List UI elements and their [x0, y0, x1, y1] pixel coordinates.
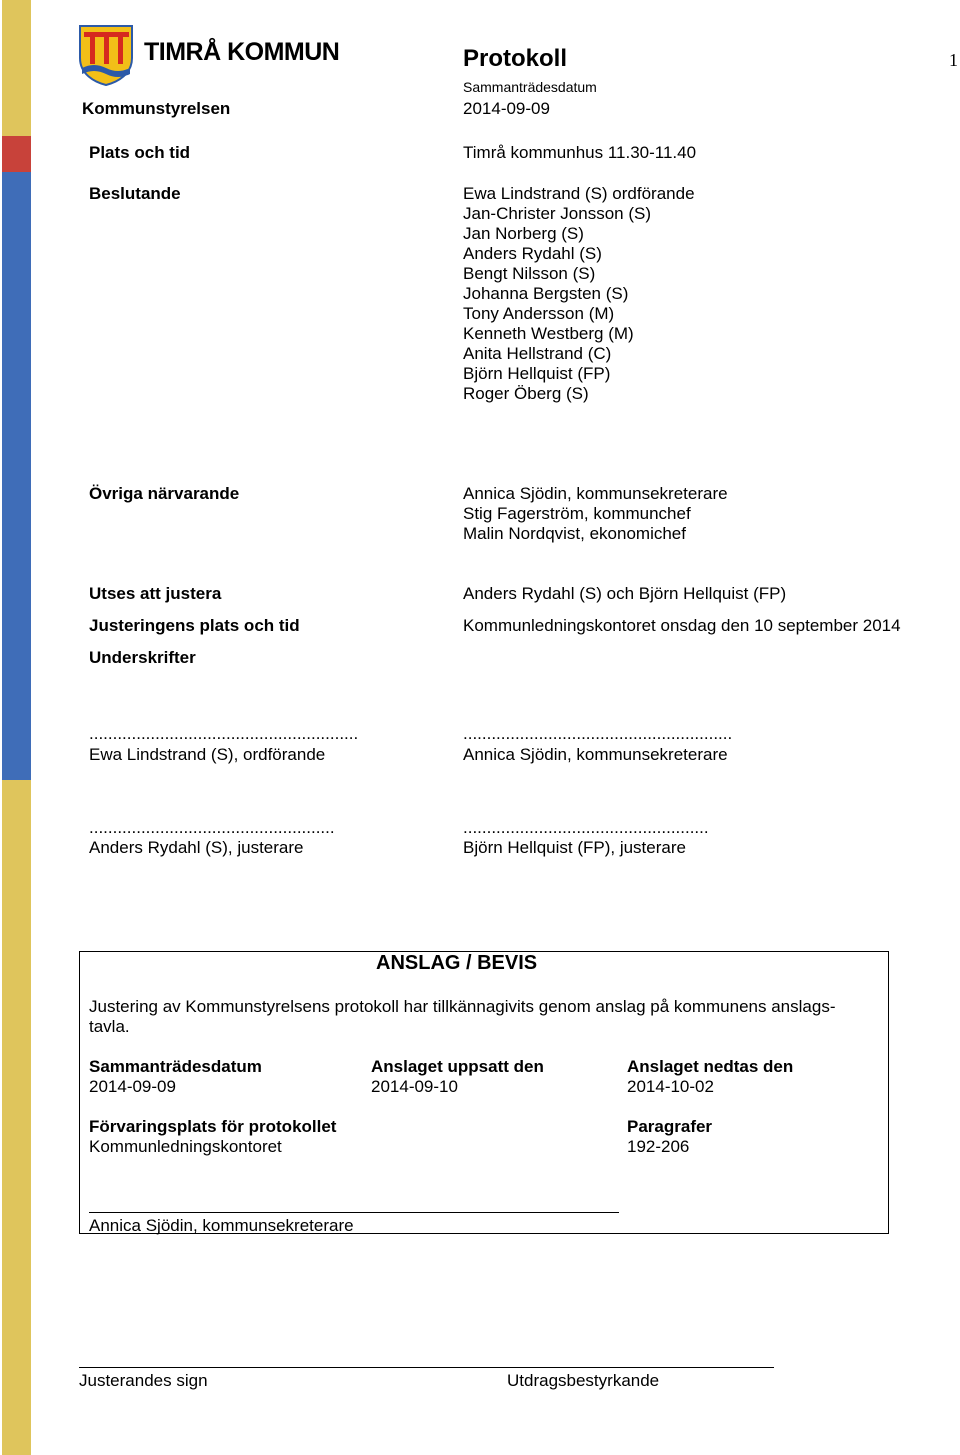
list-item: Anders Rydahl (S): [463, 244, 602, 263]
notice-box: [79, 951, 889, 1234]
adjust-place-value: Kommunledningskontoret onsdag den 10 september 2014: [463, 616, 901, 635]
page-number: 1: [949, 50, 958, 70]
notice-removed-label: Anslaget nedtas den: [627, 1057, 794, 1076]
notice-meeting-date-label: Sammanträdesdatum: [89, 1057, 262, 1076]
committee-name: Kommunstyrelsen: [82, 99, 231, 118]
stripe-red: [2, 136, 31, 172]
deciding-members-list: [463, 184, 695, 404]
notice-posted-label: Anslaget uppsatt den: [371, 1057, 544, 1076]
notice-paragraphs: 192-206: [627, 1137, 690, 1156]
notice-storage: Kommunledningskontoret: [89, 1137, 282, 1156]
notice-text-line-2: tavla.: [89, 1017, 130, 1036]
adjust-label: Utses att justera: [89, 584, 222, 603]
notice-storage-label: Förvaringsplats för protokollet: [89, 1117, 337, 1136]
footer-sign-right: Utdragsbestyrkande: [507, 1371, 660, 1390]
list-item: Bengt Nilsson (S): [463, 264, 596, 283]
date-label: Sammanträdesdatum: [463, 79, 597, 95]
deciding-label: Beslutande: [89, 184, 181, 203]
notice-signature-line: [89, 1212, 619, 1213]
signature-line: .........................................................: [89, 724, 359, 743]
municipality-logo: [78, 24, 338, 86]
adjust-value: Anders Rydahl (S) och Björn Hellquist (FP): [463, 584, 787, 603]
list-item: Björn Hellquist (FP): [463, 364, 611, 383]
list-item: Ewa Lindstrand (S) ordförande: [463, 184, 695, 203]
list-item: Malin Nordqvist, ekonomichef: [463, 524, 686, 543]
list-item: Jan Norberg (S): [463, 224, 584, 243]
notice-text-line-1: Justering av Kommunstyrelsens protokoll har tillkännagivits genom anslag på kommunens anslags-: [89, 997, 836, 1016]
list-item: Jan-Christer Jonsson (S): [463, 204, 652, 223]
stripe-blue: [2, 172, 31, 780]
list-item: Tony Andersson (M): [463, 304, 615, 323]
signer-chair: Ewa Lindstrand (S), ordförande: [89, 745, 326, 764]
notice-signer: Annica Sjödin, kommunsekreterare: [89, 1216, 354, 1235]
notice-meeting-date: 2014-09-09: [89, 1077, 176, 1096]
doc-title: Protokoll: [463, 45, 568, 72]
notice-posted: 2014-09-10: [371, 1077, 458, 1096]
signature-line: .........................................................: [463, 724, 733, 743]
notice-paragraphs-label: Paragrafer: [627, 1117, 713, 1136]
list-item: Roger Öberg (S): [463, 384, 589, 403]
notice-removed: 2014-10-02: [627, 1077, 714, 1096]
signature-line: ....................................................: [463, 818, 709, 837]
meeting-date: 2014-09-09: [463, 99, 550, 118]
logo-wordmark: TIMRÅ KOMMUN: [144, 38, 340, 66]
list-item: Annica Sjödin, kommunsekreterare: [463, 484, 728, 503]
coat-of-arms-icon: [78, 24, 134, 86]
footer-sign-left: Justerandes sign: [79, 1371, 208, 1390]
signature-line: ....................................................: [89, 818, 335, 837]
signer-secretary: Annica Sjödin, kommunsekreterare: [463, 745, 728, 764]
list-item: Stig Fagerström, kommunchef: [463, 504, 691, 523]
list-item: Johanna Bergsten (S): [463, 284, 629, 303]
stripe-yellow-bottom: [2, 780, 31, 1455]
notice-title: ANSLAG / BEVIS: [376, 952, 538, 974]
list-item: Kenneth Westberg (M): [463, 324, 634, 343]
signer-adjuster-2: Björn Hellquist (FP), justerare: [463, 838, 686, 857]
others-label: Övriga närvarande: [89, 484, 240, 503]
list-item: Anita Hellstrand (C): [463, 344, 612, 363]
signer-adjuster-1: Anders Rydahl (S), justerare: [89, 838, 304, 857]
place-value: Timrå kommunhus 11.30-11.40: [463, 143, 697, 162]
adjust-place-label: Justeringens plats och tid: [89, 616, 300, 635]
footer-line: [79, 1367, 774, 1368]
signatures-label: Underskrifter: [89, 648, 196, 667]
stripe-yellow-top: [2, 0, 31, 136]
others-list: [463, 484, 728, 544]
place-label: Plats och tid: [89, 143, 191, 162]
